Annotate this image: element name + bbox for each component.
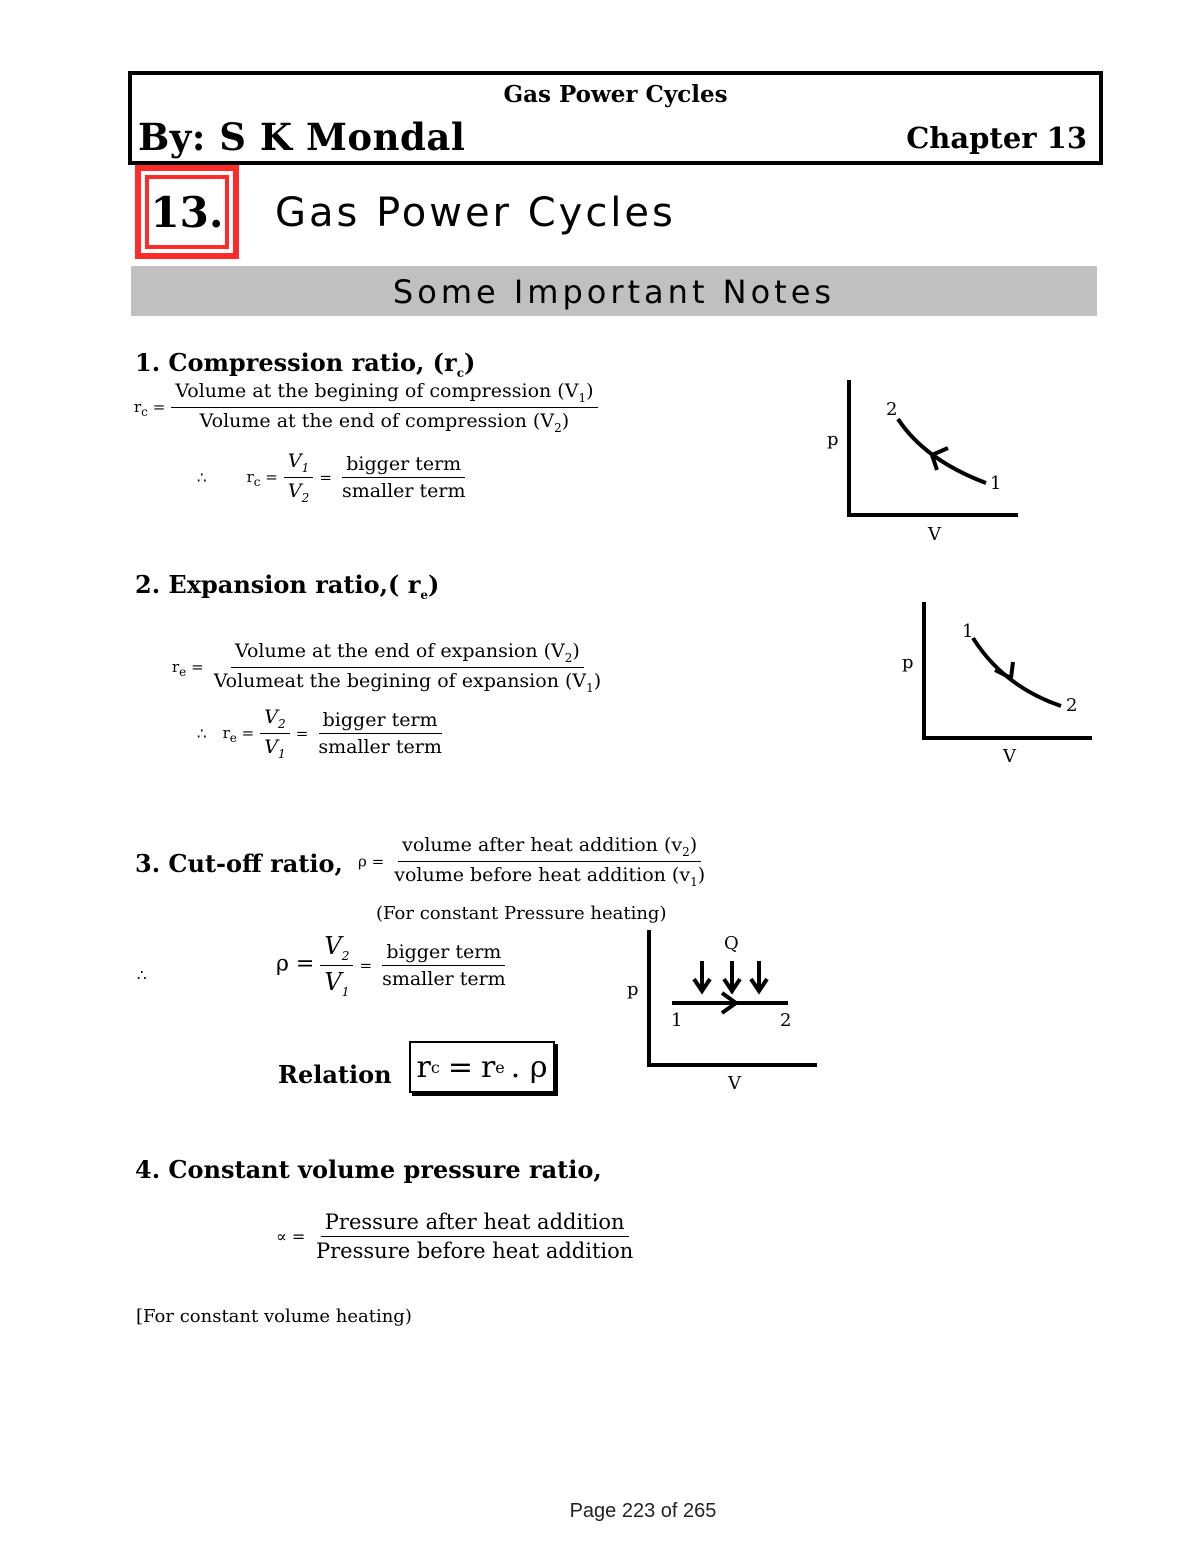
- cutoff-pv-diagram: [620, 925, 825, 1095]
- cutoff-note: (For constant Pressure heating): [376, 903, 667, 924]
- section-compression-title: 1. Compression ratio, $(r_c)$: [135, 348, 476, 380]
- chapter-heading: Gas Power Cycles: [275, 190, 676, 236]
- header-chapter: Chapter 13: [906, 121, 1087, 155]
- v-axis-label: V: [928, 524, 941, 545]
- state-2-label: 2: [886, 399, 898, 420]
- state-2-label: 2: [780, 1010, 792, 1031]
- state-1-label: 1: [990, 473, 1002, 494]
- chapter-number: 13.: [149, 179, 225, 245]
- v-axis-label: V: [1003, 746, 1016, 767]
- therefore-symbol: ∴: [137, 966, 147, 984]
- compression-ratio-simplified: ∴ $r_c$ = $\frac{V_1}{V_2}$ = $\frac{\text{bigger term}}{\text{smaller term}}$: [197, 450, 466, 505]
- page-number: Page 223 of 265: [569, 1500, 717, 1522]
- section-cutoff-title: 3. Cut-off ratio,: [135, 849, 343, 878]
- p-axis-label: p: [902, 652, 914, 673]
- expansion-pv-diagram: [895, 598, 1100, 768]
- compression-ratio-formula: $r_c$ = $\frac{Volume at the begining of compression (V_1)}{Volume at the end of compression (V_2)}$: [134, 380, 598, 435]
- v-axis-label: V: [728, 1073, 741, 1094]
- section-constant-volume-title: 4. Constant volume pressure ratio,: [135, 1155, 602, 1184]
- state-2-label: 2: [1066, 695, 1078, 716]
- header-title: Gas Power Cycles: [503, 81, 728, 108]
- notes-band: Some Important Notes: [131, 266, 1097, 316]
- expansion-ratio-formula: $r_e$ = $\frac{Volume at the end of expansion (V_2)}{Volumeat the begining of expansion (V_1)}$: [172, 640, 602, 695]
- cutoff-ratio-formula: ρ = $\frac{volume after heat addition (v_2)}{volume before heat addition (v_1)}$: [358, 834, 706, 889]
- cutoff-ratio-simplified: ρ = $\frac{V_2}{V_1}$ = $\frac{\text{bigger term}}{\text{smaller term}}$: [276, 932, 506, 999]
- chapter-number-badge: [135, 165, 239, 259]
- relation-label: Relation: [278, 1060, 392, 1089]
- header-author: By: S K Mondal: [138, 115, 466, 159]
- state-1-label: 1: [671, 1010, 683, 1031]
- heat-q-label: Q: [724, 933, 739, 954]
- compression-pv-diagram: [820, 375, 1030, 545]
- state-1-label: 1: [962, 621, 974, 642]
- section-expansion-title: 2. Expansion ratio,( $r_e$): [135, 570, 440, 602]
- header-box: [128, 71, 1103, 165]
- expansion-ratio-simplified: ∴ $r_e$ = $\frac{V_2}{V_1}$ = $\frac{\text{bigger term}}{\text{smaller term}}$: [197, 706, 442, 761]
- pressure-ratio-formula: ∝ = $\frac{\text{Pressure after heat addition}}{\text{Pressure before heat addition}}$: [276, 1210, 634, 1263]
- p-axis-label: p: [827, 429, 839, 450]
- constant-volume-note: [For constant volume heating): [136, 1306, 412, 1327]
- p-axis-label: p: [627, 979, 639, 1000]
- relation-formula-box: r c = r e . ρ: [409, 1041, 555, 1093]
